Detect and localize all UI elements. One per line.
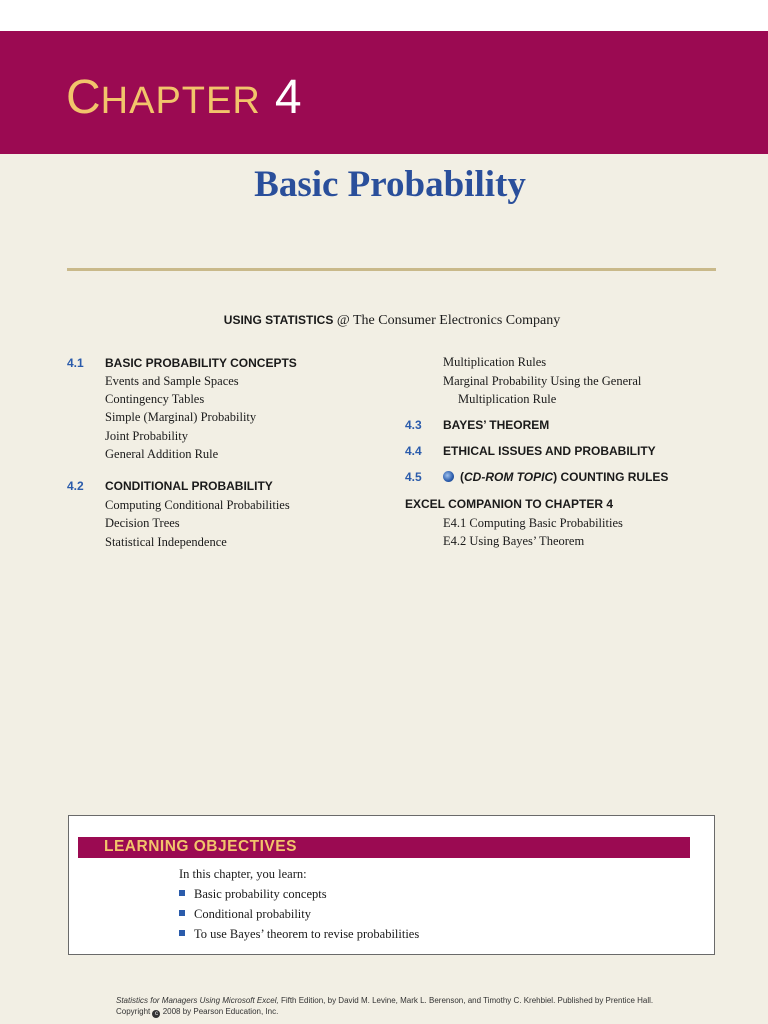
using-statistics-line [0, 313, 768, 329]
chapter-word-initial: C [66, 71, 101, 124]
section-4-5-rest: ) COUNTING RULES [553, 470, 669, 484]
objective-item [179, 887, 327, 902]
toc-item[interactable]: Joint Probability [105, 429, 188, 443]
copyright-icon: c [152, 1010, 160, 1018]
chapter-number: 4 [274, 71, 302, 124]
toc-item[interactable]: E4.1 Computing Basic Probabilities [443, 516, 623, 530]
objective-text: Basic probability concepts [194, 887, 327, 901]
toc-item[interactable]: Computing Conditional Probabilities [105, 498, 290, 512]
section-4-3-title[interactable]: BAYES’ THEOREM [443, 418, 550, 432]
toc-item[interactable]: Decision Trees [105, 516, 180, 530]
copyright-prefix: Copyright [116, 1007, 153, 1016]
section-4-1-number[interactable]: 4.1 [67, 356, 84, 370]
using-statistics-label: USING STATISTICS [223, 313, 334, 327]
cd-rom-topic-label: CD-ROM TOPIC [464, 470, 554, 484]
toc-item[interactable]: Multiplication Rule [458, 392, 557, 406]
section-4-2-number[interactable]: 4.2 [67, 479, 84, 493]
toc-item[interactable]: Multiplication Rules [443, 355, 547, 369]
section-4-3-number[interactable]: 4.3 [405, 418, 422, 432]
learning-objectives-header [78, 837, 690, 858]
toc-item[interactable]: E4.2 Using Bayes’ Theorem [443, 534, 585, 548]
copyright-suffix: 2008 by Pearson Education, Inc. [160, 1007, 279, 1016]
section-4-5-title[interactable] [443, 470, 668, 484]
footer-details: Fifth Edition, by David M. Levine, Mark L. Berenson, and Timothy C. Krehbiel. Published by Prentice Hall. [278, 996, 654, 1005]
bullet-square-icon [179, 910, 185, 916]
toc-item[interactable]: Marginal Probability Using the General [443, 374, 642, 388]
excel-companion-title[interactable]: EXCEL COMPANION TO CHAPTER 4 [405, 497, 614, 511]
chapter-title: Basic Probability [254, 164, 526, 205]
page-footer [116, 995, 736, 1018]
chapter-heading [66, 71, 302, 124]
section-4-4-title[interactable]: ETHICAL ISSUES AND PROBABILITY [443, 444, 656, 458]
objective-text: To use Bayes’ theorem to revise probabilities [194, 927, 420, 941]
toc-item[interactable]: Statistical Independence [105, 535, 227, 549]
using-statistics-text: @ The Consumer Electronics Company [336, 313, 561, 328]
learning-objectives-intro: In this chapter, you learn: [179, 867, 307, 881]
chapter-word-rest: HAPTER [100, 80, 261, 122]
footer-copyright [116, 1006, 736, 1018]
toc-item[interactable]: Events and Sample Spaces [105, 374, 239, 388]
learning-objectives-title: LEARNING OBJECTIVES [104, 838, 297, 855]
objective-text: Conditional probability [194, 907, 312, 921]
section-4-1-title[interactable]: BASIC PROBABILITY CONCEPTS [105, 356, 297, 370]
objective-item [179, 907, 311, 922]
learning-objectives-box [68, 815, 715, 955]
section-4-5-number[interactable]: 4.5 [405, 470, 422, 484]
section-4-2-title[interactable]: CONDITIONAL PROBABILITY [105, 479, 273, 493]
section-4-4-number[interactable]: 4.4 [405, 444, 422, 458]
objective-item [179, 927, 419, 942]
cd-rom-icon [443, 471, 454, 482]
top-margin [0, 0, 768, 31]
section-4-5-open: ( [460, 470, 464, 484]
toc-item[interactable]: General Addition Rule [105, 447, 219, 461]
bullet-square-icon [179, 930, 185, 936]
toc-item[interactable]: Contingency Tables [105, 392, 205, 406]
footer-book-title: Statistics for Managers Using Microsoft Excel, [116, 996, 279, 1005]
footer-citation [116, 995, 736, 1006]
toc-item[interactable]: Simple (Marginal) Probability [105, 410, 257, 424]
bullet-square-icon [179, 890, 185, 896]
title-divider [67, 268, 716, 271]
